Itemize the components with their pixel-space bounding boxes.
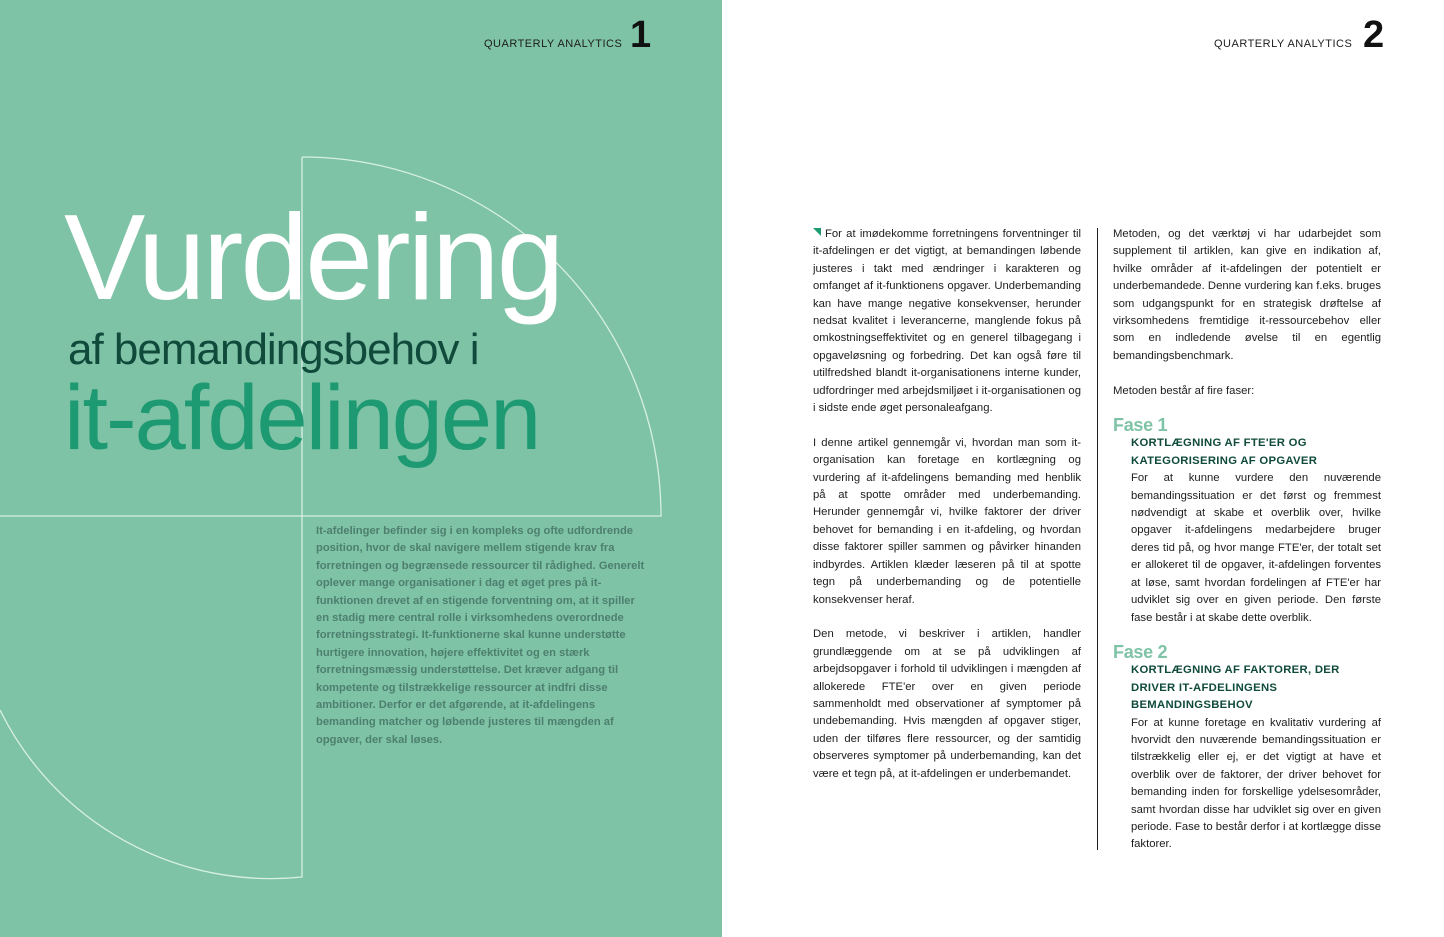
page-number: 1: [630, 14, 652, 56]
paragraph-marker-icon: [813, 228, 821, 236]
paragraph-1: [813, 226, 1081, 417]
intro-paragraph: [316, 523, 646, 749]
paragraph-5: Metoden består af fire faser:: [1113, 384, 1255, 397]
page-number: 2: [1363, 14, 1385, 56]
header-label: QUARTERLY ANALYTICS: [1214, 38, 1353, 50]
intro-text: It-afdelinger befinder sig i en kompleks og ofte udfordrende position, hvor de skal navigere mellem stigende krav fra forretningen og begrænsede ressourcer til rådighed. Generelt oplever mange organisationer i dag et øget pres på it-funktionen drevet af en stigende forventning om, at it spiller en stadig mere central rolle i virksomhedens overordnede forretningsstrategi. It-funktionerne skal kunne understøtte hurtigere innovation, højere effektivitet og en stærk forretningsmæssig understøttelse. Det kræver adgang til kompetente og tilstrækkelige ressourcer at indfri disse ambitioner. Derfor er det afgørende, at it-afdelingens bemanding matcher og løbende justeres til mængden af opgaver, der skal løses.: [316, 525, 645, 746]
title-accent: it-afdelingen: [64, 367, 540, 469]
text-column-2: [1113, 226, 1381, 871]
column-divider: [1097, 228, 1098, 850]
phase-1-body: For at kunne vurdere den nuværende bemandingssituation er det først og fremmest nødvendigt at skabe et overblik over, hvilke opgaver it-afdelingens medarbejdere bruger deres tid på, og hvor mange FTE'er, der totalt set er allokeret til de opgaver, it-afdelingen forventes at løse, samt hvordan fordelingen af FTE'er har udviklet sig over en given periode. Den første fase består i at skabe dette overblik.: [1131, 472, 1381, 624]
text-column-1: [813, 226, 1081, 800]
header-label: QUARTERLY ANALYTICS: [484, 38, 623, 50]
title-main: Vurdering: [64, 189, 562, 325]
paragraph-1-text: For at imødekomme forretningens forventninger til it-afdelingen er det vigtigt, at bemandingen løbende justeres i takt med ændringer i karakteren og omfanget af it-funktionens opgaver. Underbemanding kan have mange negative konsekvenser, herunder nedsat kvalitet i leverancerne, manglende fokus på omkostningseffektivitet og en generel tilbagegang i opgaveløsning og forbedring. Det kan også føre til utilfredshed blandt it-organisationens interne kunder, udfordringer med arbejdsmiljøet i it-organisationen og i sidste ende øget personaleafgang.: [813, 228, 1081, 415]
paragraph-2: I denne artikel gennemgår vi, hvordan man som it-organisation kan foretage en kortlægning og vurdering af it-afdelingens bemanding med henblik på at spotte områder med underbemanding. Herunder gennemgår vi, hvilke faktorer der driver behovet for bemanding i en it-afdeling, og hvordan disse faktorer spiller sammen og påvirker hinanden indbyrdes. Artiklen klæder læseren på til at spotte tegn på underbemanding og de potentielle konsekvenser heraf.: [813, 436, 1081, 606]
phase-1-title: Fase 1: [1113, 415, 1168, 436]
paragraph-3: Den metode, vi beskriver i artiklen, handler grundlæggende om at se på udviklingen af arbejdsopgaver i forhold til udviklingen i mængden af allokerede FTE'er over en given periode sammenholdt med observationer af symptomer på undebemanding. Hvis mængden af opgaver stiger, uden der tilføres flere ressourcer, og der samtidig observeres symptomer på underbemanding, kan det være et tegn på, at it-afdelingen er underbemandet.: [813, 628, 1081, 780]
phase-1-heading: KORTLÆGNING AF FTE'ER OG KATEGORISERING AF OPGAVER: [1131, 437, 1318, 467]
phase-2-heading: KORTLÆGNING AF FAKTORER, DER DRIVER IT-AFDELINGENS BEMANDINGSBEHOV: [1131, 664, 1340, 712]
paragraph-4: Metoden, og det værktøj vi har udarbejdet som supplement til artiklen, kan give en indikation af, hvilke områder af it-afdelingen der potentielt er underbemandede. Denne vurdering kan f.eks. bruges som udgangspunkt for en strategisk drøftelse af virksomhedens fremtidige it-ressourcebehov eller som en indledende øvelse til en egentlig bemandingsbenchmark.: [1113, 228, 1381, 362]
phase-2-body: For at kunne foretage en kvalitativ vurdering af hvorvidt den nuværende bemandingssituation er tilstrækkelig eller ej, er det vigtigt at have et overblik over de faktorer, der driver behovet for bemanding inden for forskellige ydelsesområder, samt hvordan disse har udviklet sig over en given periode. Fase to består derfor i at kortlægge disse faktorer.: [1131, 716, 1381, 851]
title-subtitle: af bemandingsbehov i: [68, 325, 479, 374]
phase-2-title: Fase 2: [1113, 642, 1168, 663]
